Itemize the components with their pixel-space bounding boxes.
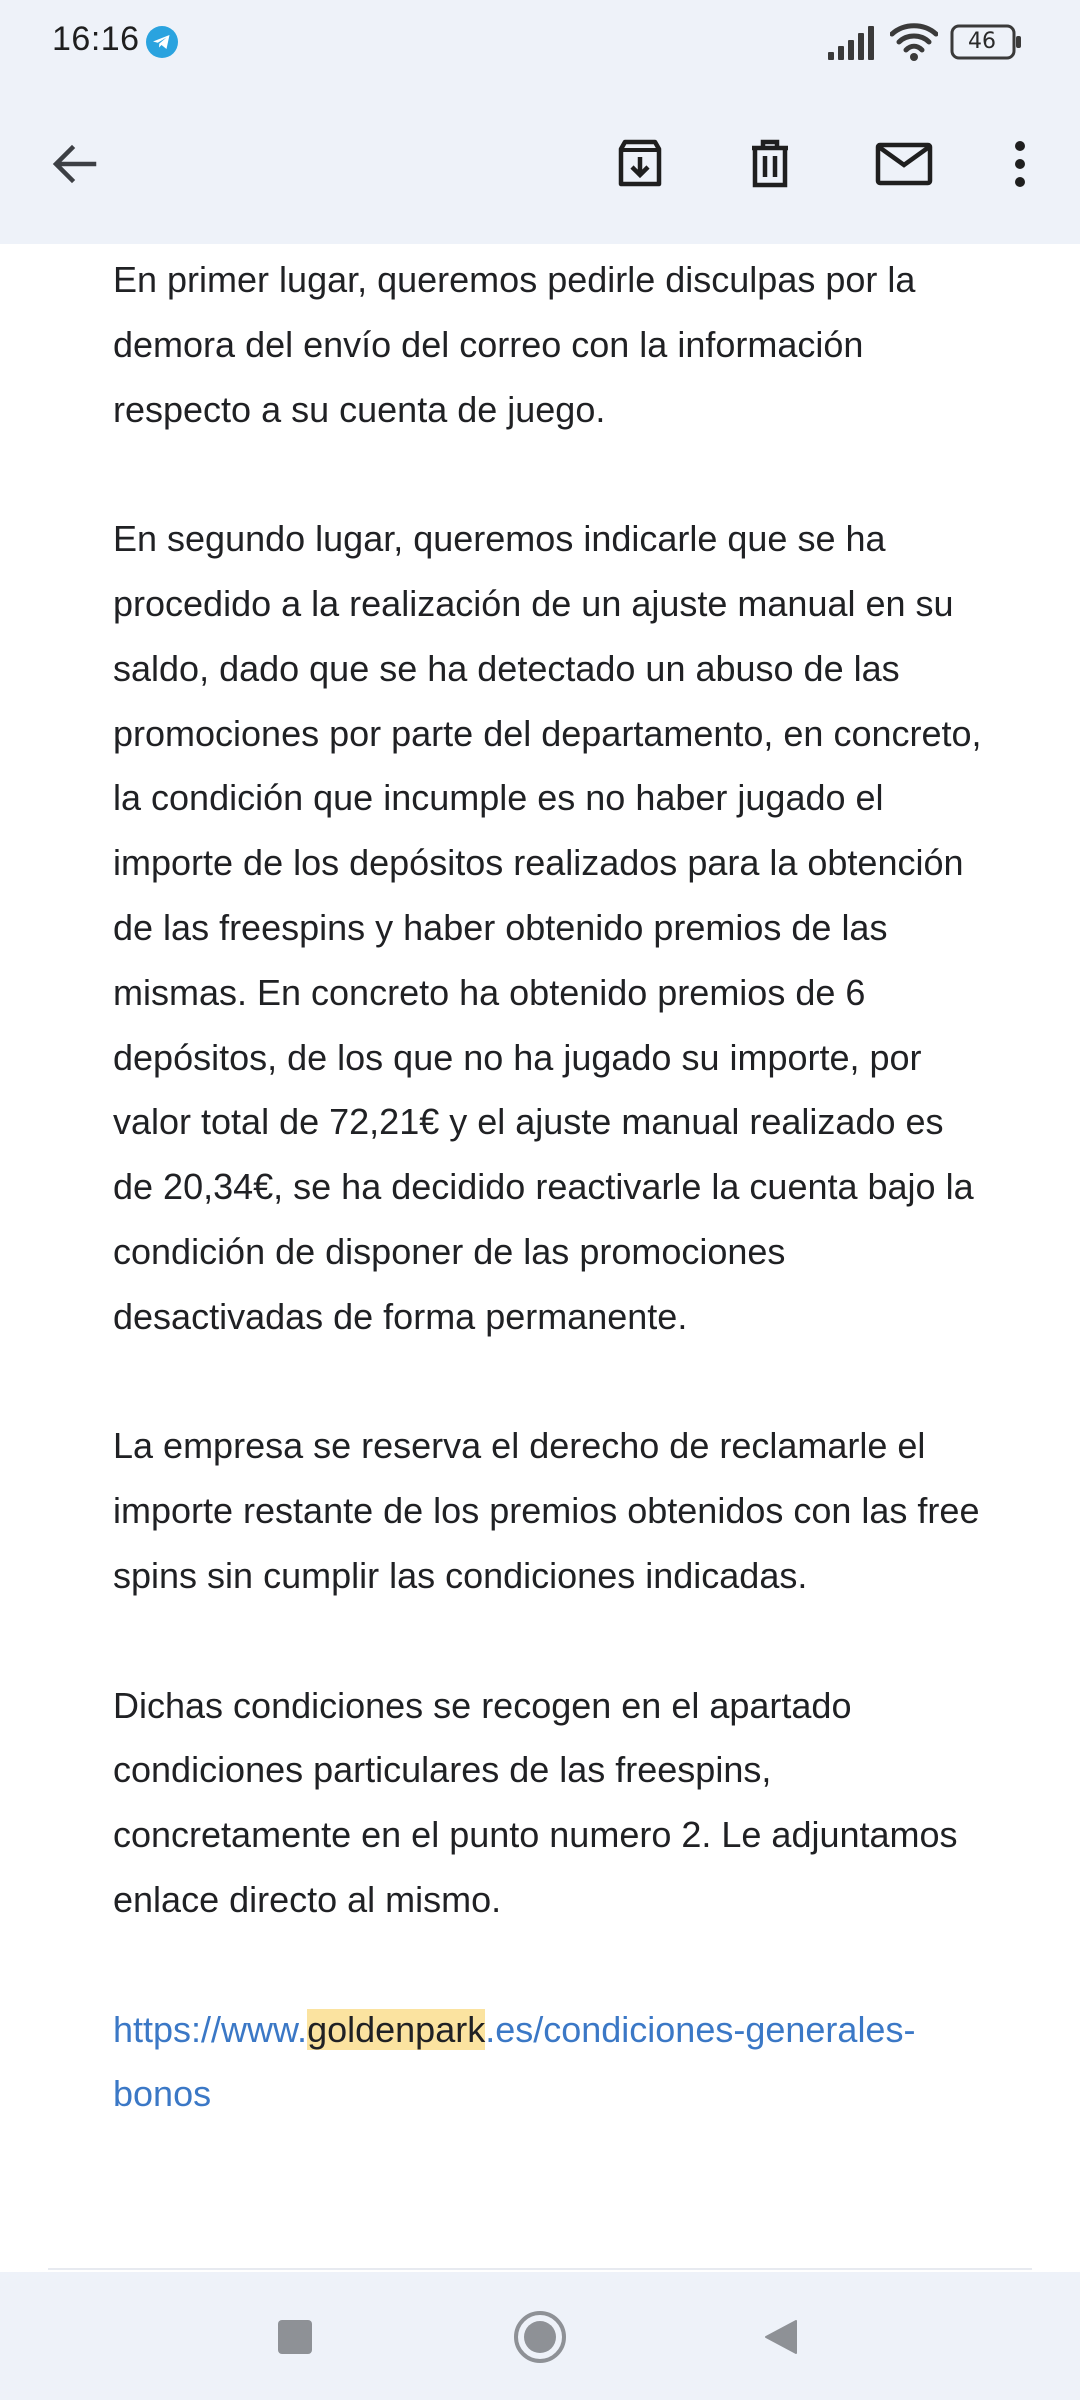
header-area [0, 0, 1080, 244]
mail-icon [874, 137, 934, 191]
signal-icon [828, 26, 878, 60]
more-options-button[interactable] [980, 124, 1060, 204]
status-time: 16:16 [52, 20, 140, 58]
trash-icon [743, 137, 797, 191]
back-arrow-icon [48, 138, 100, 190]
email-body [113, 248, 993, 2192]
divider [48, 2268, 1032, 2270]
home-button[interactable] [505, 2302, 575, 2372]
home-circle-icon [512, 2309, 568, 2365]
recents-button[interactable] [260, 2302, 330, 2372]
email-toolbar [0, 84, 1080, 244]
link-suffix: .es/condiciones-generales-bonos [113, 2008, 916, 2115]
email-paragraph: La empresa se reserva el derecho de reclamarle el importe restante de los premios obtenidos con las free spins sin cumplir las condiciones indicadas. [113, 1425, 980, 1596]
link-highlight: goldenpark [307, 2008, 486, 2050]
email-link-paragraph [113, 1998, 993, 2128]
mark-unread-button[interactable] [864, 124, 944, 204]
delete-button[interactable] [730, 124, 810, 204]
wifi-icon [890, 22, 938, 62]
telegram-icon [146, 26, 178, 58]
recents-square-icon [275, 2317, 315, 2357]
link-prefix: https://www. [113, 2008, 308, 2050]
conditions-link[interactable] [113, 2009, 915, 2115]
back-triangle-icon [760, 2317, 800, 2357]
email-paragraph: En segundo lugar, queremos indicarle que se ha procedido a la realización de un ajuste manual en su saldo, dado que se ha detectado un abuso de las promociones por parte del departamento, en concreto, la condición que incumple es no haber jugado el importe de los depósitos realizados para la obtención de las freespins y haber obtenido premios de las mismas. En concreto ha obtenido premios de 6 depósitos, de los que no ha jugado su importe, por valor total de 72,21€ y el ajuste manual realizado es de 20,34€, se ha decidido reactivarle la cuenta bajo la condición de disponer de las promociones desactivadas de forma permanente. [113, 518, 982, 1337]
email-paragraph: Dichas condiciones se recogen en el apartado condiciones particulares de las freespins, concretamente en el punto numero 2. Le adjuntamos enlace directo al mismo. [113, 1684, 958, 1920]
archive-button[interactable] [600, 124, 680, 204]
more-vert-icon [1010, 137, 1030, 191]
back-button[interactable] [34, 124, 114, 204]
battery-level: 46 [968, 29, 996, 54]
email-paragraph: En primer lugar, queremos pedirle disculpas por la demora del envío del correo con la información respecto a su cuenta de juego. [113, 259, 916, 430]
system-back-button[interactable] [745, 2302, 815, 2372]
archive-icon [613, 137, 667, 191]
status-bar [0, 0, 1080, 84]
navigation-bar [0, 2272, 1080, 2400]
